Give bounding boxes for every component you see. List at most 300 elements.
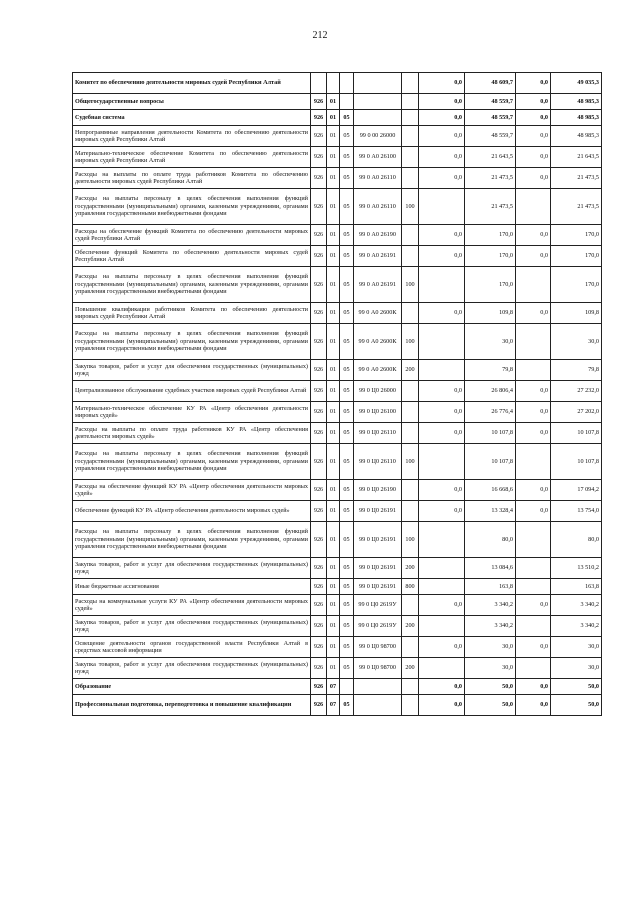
cell-amount-4: 163,8 (551, 579, 602, 595)
cell-expense-type: 200 (402, 616, 419, 637)
cell-section: 01 (327, 147, 340, 168)
cell-ministry-code: 926 (311, 147, 327, 168)
cell-ministry-code: 926 (311, 695, 327, 716)
cell-amount-2: 26 776,4 (465, 402, 516, 423)
cell-subsection: 05 (340, 522, 354, 558)
cell-subsection: 05 (340, 658, 354, 679)
cell-amount-4: 21 473,5 (551, 168, 602, 189)
cell-subsection: 05 (340, 360, 354, 381)
table-row (73, 225, 602, 246)
cell-subsection: 05 (340, 595, 354, 616)
cell-amount-1: 0,0 (419, 94, 465, 110)
table-row (73, 73, 602, 94)
cell-ministry-code: 926 (311, 225, 327, 246)
cell-ministry-code: 926 (311, 189, 327, 225)
cell-section: 01 (327, 246, 340, 267)
cell-amount-1: 0,0 (419, 480, 465, 501)
cell-amount-2: 163,8 (465, 579, 516, 595)
cell-amount-2: 10 107,8 (465, 423, 516, 444)
cell-target-article: 99 0 Ц0 26110 (354, 423, 402, 444)
cell-amount-3: 0,0 (516, 423, 551, 444)
cell-amount-3: 0,0 (516, 126, 551, 147)
cell-name: Расходы на выплаты персоналу в целях обеспечения выполнения функций государственными (муниципальными) органами, казенными учреждениями, органами управления государственными внебюджетными фондами (73, 324, 311, 360)
cell-amount-4: 80,0 (551, 522, 602, 558)
cell-amount-4: 27 232,0 (551, 381, 602, 402)
cell-amount-3: 0,0 (516, 501, 551, 522)
cell-amount-3: 0,0 (516, 73, 551, 94)
cell-ministry-code: 926 (311, 501, 327, 522)
cell-amount-4: 50,0 (551, 679, 602, 695)
cell-target-article: 99 0 А0 26100 (354, 147, 402, 168)
cell-target-article: 99 0 Ц0 26100 (354, 402, 402, 423)
cell-subsection: 05 (340, 147, 354, 168)
cell-amount-4: 13 754,0 (551, 501, 602, 522)
cell-amount-3 (516, 444, 551, 480)
cell-subsection: 05 (340, 637, 354, 658)
cell-name: Закупка товаров, работ и услуг для обеспечения государственных (муниципальных) нужд (73, 616, 311, 637)
table-row (73, 558, 602, 579)
cell-expense-type (402, 147, 419, 168)
cell-amount-1: 0,0 (419, 73, 465, 94)
cell-amount-2: 3 340,2 (465, 595, 516, 616)
cell-target-article: 99 0 Ц0 26000 (354, 381, 402, 402)
cell-ministry-code: 926 (311, 267, 327, 303)
table-row (73, 267, 602, 303)
cell-ministry-code: 926 (311, 381, 327, 402)
cell-section (327, 73, 340, 94)
cell-section: 01 (327, 402, 340, 423)
cell-ministry-code: 926 (311, 637, 327, 658)
cell-amount-2: 79,8 (465, 360, 516, 381)
cell-amount-3: 0,0 (516, 303, 551, 324)
cell-target-article: 99 0 Ц0 26191 (354, 522, 402, 558)
cell-name: Непрограммные направления деятельности Комитета по обеспечению деятельности мировых судей Республики Алтай (73, 126, 311, 147)
cell-target-article: 99 0 А0 2600К (354, 360, 402, 381)
cell-section: 01 (327, 189, 340, 225)
cell-ministry-code: 926 (311, 110, 327, 126)
cell-section: 01 (327, 579, 340, 595)
cell-name: Обеспечение функций Комитета по обеспечению деятельности мировых судей Республики Алтай (73, 246, 311, 267)
cell-section: 01 (327, 360, 340, 381)
cell-ministry-code: 926 (311, 616, 327, 637)
cell-ministry-code: 926 (311, 423, 327, 444)
cell-ministry-code: 926 (311, 658, 327, 679)
table-row (73, 246, 602, 267)
table-row (73, 189, 602, 225)
cell-amount-4: 3 340,2 (551, 595, 602, 616)
cell-amount-1 (419, 522, 465, 558)
cell-amount-3 (516, 522, 551, 558)
cell-target-article (354, 679, 402, 695)
cell-target-article: 99 0 А0 26190 (354, 225, 402, 246)
cell-amount-2: 3 340,2 (465, 616, 516, 637)
table-row (73, 381, 602, 402)
table-row (73, 110, 602, 126)
cell-amount-2: 16 668,6 (465, 480, 516, 501)
cell-amount-2: 50,0 (465, 679, 516, 695)
cell-section: 07 (327, 679, 340, 695)
cell-subsection: 05 (340, 423, 354, 444)
cell-amount-2: 30,0 (465, 324, 516, 360)
cell-subsection: 05 (340, 402, 354, 423)
cell-name: Материально-техническое обеспечение КУ РА «Центр обеспечения деятельности мировых судей» (73, 402, 311, 423)
cell-subsection: 05 (340, 303, 354, 324)
cell-subsection: 05 (340, 324, 354, 360)
cell-ministry-code: 926 (311, 168, 327, 189)
cell-amount-2: 48 559,7 (465, 110, 516, 126)
cell-name: Комитет по обеспечению деятельности мировых судей Республики Алтай (73, 73, 311, 94)
cell-amount-1 (419, 189, 465, 225)
cell-subsection: 05 (340, 501, 354, 522)
cell-amount-3: 0,0 (516, 595, 551, 616)
cell-expense-type: 200 (402, 558, 419, 579)
cell-amount-1: 0,0 (419, 246, 465, 267)
cell-section: 01 (327, 616, 340, 637)
cell-amount-1: 0,0 (419, 225, 465, 246)
cell-subsection (340, 94, 354, 110)
cell-ministry-code: 926 (311, 94, 327, 110)
cell-name: Общегосударственные вопросы (73, 94, 311, 110)
cell-amount-4: 170,0 (551, 246, 602, 267)
cell-amount-2: 170,0 (465, 246, 516, 267)
cell-amount-3: 0,0 (516, 480, 551, 501)
cell-section: 01 (327, 480, 340, 501)
cell-amount-3 (516, 658, 551, 679)
cell-amount-2: 21 473,5 (465, 168, 516, 189)
cell-section: 01 (327, 168, 340, 189)
cell-amount-1: 0,0 (419, 147, 465, 168)
cell-subsection: 05 (340, 168, 354, 189)
cell-section: 01 (327, 94, 340, 110)
cell-amount-2: 50,0 (465, 695, 516, 716)
cell-amount-2: 21 473,5 (465, 189, 516, 225)
table-row (73, 168, 602, 189)
cell-amount-2: 48 609,7 (465, 73, 516, 94)
cell-amount-1: 0,0 (419, 126, 465, 147)
cell-amount-4: 30,0 (551, 637, 602, 658)
cell-expense-type (402, 110, 419, 126)
cell-target-article: 99 0 А0 26191 (354, 267, 402, 303)
table-row (73, 501, 602, 522)
cell-amount-1: 0,0 (419, 679, 465, 695)
cell-section: 01 (327, 381, 340, 402)
cell-expense-type (402, 480, 419, 501)
cell-target-article: 99 0 Ц0 98700 (354, 658, 402, 679)
cell-amount-1 (419, 324, 465, 360)
cell-amount-3: 0,0 (516, 94, 551, 110)
cell-amount-1: 0,0 (419, 637, 465, 658)
cell-expense-type (402, 695, 419, 716)
cell-amount-1 (419, 558, 465, 579)
cell-name: Обеспечение функций КУ РА «Центр обеспечения деятельности мировых судей» (73, 501, 311, 522)
cell-ministry-code: 926 (311, 360, 327, 381)
cell-amount-1: 0,0 (419, 695, 465, 716)
cell-amount-2: 30,0 (465, 658, 516, 679)
cell-amount-4: 10 107,8 (551, 423, 602, 444)
cell-name: Закупка товаров, работ и услуг для обеспечения государственных (муниципальных) нужд (73, 658, 311, 679)
cell-target-article: 99 0 А0 26191 (354, 246, 402, 267)
cell-name: Расходы на выплаты персоналу в целях обеспечения выполнения функций государственными (муниципальными) органами, казенными учреждениями, органами управления государственными внебюджетными фондами (73, 444, 311, 480)
cell-section: 01 (327, 110, 340, 126)
cell-name: Централизованное обслуживание судебных участков мировых судей Республики Алтай (73, 381, 311, 402)
cell-subsection: 05 (340, 616, 354, 637)
cell-amount-2: 170,0 (465, 267, 516, 303)
cell-name: Материально-техническое обеспечение Комитета по обеспечению деятельности мировых судей Республики Алтай (73, 147, 311, 168)
cell-name: Расходы на выплаты по оплате труда работников Комитета по обеспечению деятельности мировых судей Республики Алтай (73, 168, 311, 189)
cell-section: 01 (327, 637, 340, 658)
cell-ministry-code (311, 73, 327, 94)
table-row (73, 579, 602, 595)
cell-amount-2: 170,0 (465, 225, 516, 246)
table-row (73, 595, 602, 616)
cell-name: Повышение квалификации работников Комитета по обеспечению деятельности мировых судей Республики Алтай (73, 303, 311, 324)
cell-target-article (354, 73, 402, 94)
cell-amount-2: 80,0 (465, 522, 516, 558)
cell-subsection: 05 (340, 189, 354, 225)
table-row (73, 695, 602, 716)
cell-ministry-code: 926 (311, 444, 327, 480)
cell-amount-3 (516, 558, 551, 579)
cell-section: 01 (327, 225, 340, 246)
table-row (73, 402, 602, 423)
cell-amount-3: 0,0 (516, 110, 551, 126)
cell-target-article: 99 0 Ц0 26191 (354, 501, 402, 522)
cell-amount-3 (516, 616, 551, 637)
cell-ministry-code: 926 (311, 126, 327, 147)
cell-amount-4: 49 035,3 (551, 73, 602, 94)
cell-amount-4: 3 340,2 (551, 616, 602, 637)
table-row (73, 324, 602, 360)
cell-subsection: 05 (340, 579, 354, 595)
cell-amount-1: 0,0 (419, 168, 465, 189)
cell-subsection: 05 (340, 126, 354, 147)
cell-subsection: 05 (340, 558, 354, 579)
cell-subsection: 05 (340, 444, 354, 480)
table-row (73, 616, 602, 637)
cell-expense-type (402, 595, 419, 616)
cell-name: Освещение деятельности органов государственной власти Республики Алтай в средствах массовой информации (73, 637, 311, 658)
cell-amount-4: 48 985,3 (551, 126, 602, 147)
cell-expense-type (402, 94, 419, 110)
cell-amount-1: 0,0 (419, 423, 465, 444)
cell-target-article: 99 0 Ц0 2619У (354, 616, 402, 637)
cell-name: Расходы на выплаты персоналу в целях обеспечения выполнения функций государственными (муниципальными) органами, казенными учреждениями, органами управления государственными внебюджетными фондами (73, 522, 311, 558)
cell-expense-type (402, 73, 419, 94)
cell-target-article (354, 695, 402, 716)
cell-amount-4: 21 473,5 (551, 189, 602, 225)
cell-amount-4: 10 107,8 (551, 444, 602, 480)
cell-expense-type (402, 637, 419, 658)
table-row (73, 444, 602, 480)
table-row (73, 637, 602, 658)
cell-ministry-code: 926 (311, 246, 327, 267)
page-number: 212 (312, 30, 328, 41)
cell-target-article: 99 0 00 26000 (354, 126, 402, 147)
cell-section: 01 (327, 324, 340, 360)
cell-target-article: 99 0 Ц0 98700 (354, 637, 402, 658)
cell-target-article: 99 0 Ц0 26110 (354, 444, 402, 480)
cell-amount-3 (516, 579, 551, 595)
table-row (73, 147, 602, 168)
cell-name: Расходы на коммунальные услуги КУ РА «Центр обеспечения деятельности мировых судей» (73, 595, 311, 616)
cell-amount-3 (516, 267, 551, 303)
cell-target-article: 99 0 Ц0 26191 (354, 579, 402, 595)
cell-subsection (340, 679, 354, 695)
cell-amount-1 (419, 360, 465, 381)
table-row (73, 94, 602, 110)
cell-section: 01 (327, 126, 340, 147)
cell-amount-2: 109,8 (465, 303, 516, 324)
cell-amount-1: 0,0 (419, 303, 465, 324)
cell-amount-3: 0,0 (516, 637, 551, 658)
cell-ministry-code: 926 (311, 402, 327, 423)
cell-expense-type (402, 501, 419, 522)
cell-expense-type: 800 (402, 579, 419, 595)
cell-name: Расходы на обеспечение функций Комитета по обеспечению деятельности мировых судей Республики Алтай (73, 225, 311, 246)
cell-name: Закупка товаров, работ и услуг для обеспечения государственных (муниципальных) нужд (73, 558, 311, 579)
cell-amount-2: 48 559,7 (465, 126, 516, 147)
cell-name: Профессиональная подготовка, переподготовка и повышение квалификации (73, 695, 311, 716)
cell-subsection: 05 (340, 246, 354, 267)
cell-amount-3: 0,0 (516, 402, 551, 423)
cell-amount-1: 0,0 (419, 110, 465, 126)
cell-expense-type: 100 (402, 267, 419, 303)
table-row (73, 522, 602, 558)
cell-amount-3: 0,0 (516, 225, 551, 246)
cell-amount-4: 50,0 (551, 695, 602, 716)
cell-ministry-code: 926 (311, 324, 327, 360)
cell-amount-1 (419, 444, 465, 480)
table-row (73, 360, 602, 381)
cell-expense-type (402, 126, 419, 147)
cell-name: Расходы на обеспечение функций КУ РА «Центр обеспечения деятельности мировых судей» (73, 480, 311, 501)
cell-expense-type: 100 (402, 189, 419, 225)
table-body (73, 73, 602, 716)
cell-target-article: 99 0 А0 26110 (354, 168, 402, 189)
table-row (73, 126, 602, 147)
cell-section: 01 (327, 444, 340, 480)
cell-amount-1 (419, 579, 465, 595)
cell-name: Расходы на выплаты по оплате труда работников КУ РА «Центр обеспечения деятельности мировых судей» (73, 423, 311, 444)
cell-amount-4: 170,0 (551, 225, 602, 246)
cell-amount-3: 0,0 (516, 147, 551, 168)
cell-amount-2: 26 806,4 (465, 381, 516, 402)
cell-expense-type (402, 423, 419, 444)
cell-amount-4: 48 985,3 (551, 94, 602, 110)
cell-expense-type: 100 (402, 324, 419, 360)
cell-name: Закупка товаров, работ и услуг для обеспечения государственных (муниципальных) нужд (73, 360, 311, 381)
cell-amount-2: 13 084,6 (465, 558, 516, 579)
cell-amount-3 (516, 360, 551, 381)
cell-name: Образование (73, 679, 311, 695)
cell-target-article: 99 0 А0 2600К (354, 324, 402, 360)
cell-subsection (340, 73, 354, 94)
cell-name: Судебная система (73, 110, 311, 126)
cell-target-article: 99 0 Ц0 26191 (354, 558, 402, 579)
cell-amount-4: 30,0 (551, 658, 602, 679)
cell-amount-2: 13 328,4 (465, 501, 516, 522)
cell-amount-2: 30,0 (465, 637, 516, 658)
cell-section: 01 (327, 595, 340, 616)
table-row (73, 480, 602, 501)
cell-amount-4: 30,0 (551, 324, 602, 360)
cell-ministry-code: 926 (311, 595, 327, 616)
cell-amount-1: 0,0 (419, 381, 465, 402)
cell-amount-1: 0,0 (419, 402, 465, 423)
cell-target-article: 99 0 Ц0 26190 (354, 480, 402, 501)
cell-amount-4: 21 643,5 (551, 147, 602, 168)
cell-subsection: 05 (340, 695, 354, 716)
cell-ministry-code: 926 (311, 303, 327, 324)
table-row (73, 303, 602, 324)
cell-section: 01 (327, 522, 340, 558)
cell-ministry-code: 926 (311, 480, 327, 501)
cell-expense-type (402, 679, 419, 695)
cell-amount-1 (419, 658, 465, 679)
cell-amount-1 (419, 616, 465, 637)
cell-ministry-code: 926 (311, 579, 327, 595)
cell-expense-type: 200 (402, 360, 419, 381)
cell-amount-4: 27 202,0 (551, 402, 602, 423)
cell-subsection: 05 (340, 225, 354, 246)
cell-expense-type: 100 (402, 522, 419, 558)
cell-amount-1: 0,0 (419, 595, 465, 616)
cell-ministry-code: 926 (311, 558, 327, 579)
cell-target-article: 99 0 Ц0 2619У (354, 595, 402, 616)
cell-subsection: 05 (340, 110, 354, 126)
cell-amount-3: 0,0 (516, 381, 551, 402)
cell-expense-type (402, 168, 419, 189)
cell-target-article (354, 94, 402, 110)
cell-amount-2: 48 559,7 (465, 94, 516, 110)
cell-target-article: 99 0 А0 2600К (354, 303, 402, 324)
cell-section: 01 (327, 558, 340, 579)
cell-amount-2: 10 107,8 (465, 444, 516, 480)
cell-amount-3: 0,0 (516, 168, 551, 189)
cell-amount-1 (419, 267, 465, 303)
cell-amount-3 (516, 189, 551, 225)
cell-target-article: 99 0 А0 26110 (354, 189, 402, 225)
table-row (73, 679, 602, 695)
cell-expense-type (402, 402, 419, 423)
cell-expense-type: 100 (402, 444, 419, 480)
cell-expense-type (402, 381, 419, 402)
cell-name: Расходы на выплаты персоналу в целях обеспечения выполнения функций государственными (муниципальными) органами, казенными учреждениями, органами управления государственными внебюджетными фондами (73, 189, 311, 225)
cell-expense-type (402, 246, 419, 267)
cell-amount-4: 170,0 (551, 267, 602, 303)
cell-amount-4: 48 985,3 (551, 110, 602, 126)
cell-ministry-code: 926 (311, 522, 327, 558)
cell-amount-1: 0,0 (419, 501, 465, 522)
cell-amount-3 (516, 324, 551, 360)
cell-amount-3: 0,0 (516, 695, 551, 716)
cell-expense-type: 200 (402, 658, 419, 679)
cell-section: 01 (327, 658, 340, 679)
cell-amount-4: 17 094,2 (551, 480, 602, 501)
cell-amount-4: 109,8 (551, 303, 602, 324)
cell-section: 01 (327, 501, 340, 522)
table-row (73, 658, 602, 679)
cell-subsection: 05 (340, 480, 354, 501)
budget-table (72, 72, 602, 716)
cell-section: 01 (327, 267, 340, 303)
cell-target-article (354, 110, 402, 126)
cell-amount-2: 21 643,5 (465, 147, 516, 168)
cell-amount-3: 0,0 (516, 246, 551, 267)
cell-subsection: 05 (340, 267, 354, 303)
cell-section: 01 (327, 423, 340, 444)
cell-section: 01 (327, 303, 340, 324)
